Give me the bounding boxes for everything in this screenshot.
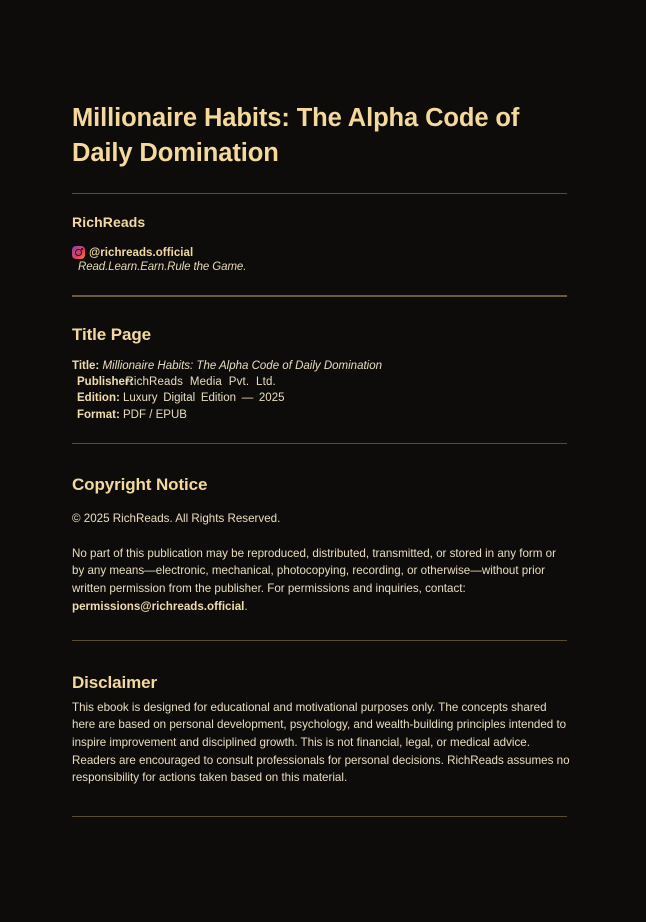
meta-row-format xyxy=(72,407,574,423)
section-heading-copyright: Copyright Notice xyxy=(72,474,208,494)
title-page-meta-list xyxy=(72,345,574,423)
section-heading-title-page: Title Page xyxy=(72,325,151,344)
copyright-text-after-email: . xyxy=(244,600,248,613)
divider-below-disclaimer xyxy=(72,787,574,817)
divider-below-title-page xyxy=(72,423,574,444)
meta-key: Title: xyxy=(72,360,100,372)
copyright-paragraph xyxy=(72,528,569,616)
meta-key: Format: xyxy=(77,408,120,421)
instagram-handle-row[interactable] xyxy=(72,230,574,259)
meta-key: Edition: xyxy=(77,392,120,405)
brand-name: RichReads xyxy=(72,214,146,230)
copyright-text-before-email: No part of this publication may be reproduced, distributed, transmitted, or stored in any form or by any means—electronic, mechanical, photocopying, recording, or otherwise—without prior written permission from the publisher. For permissions and inquiries, contact: xyxy=(72,546,556,596)
brand-tagline: Read.Learn.Earn.Rule the Game. xyxy=(78,261,247,273)
meta-key: Publisher: xyxy=(77,376,134,389)
meta-row-publisher xyxy=(72,374,574,390)
copyright-line: © 2025 RichReads. All Rights Reserved. xyxy=(72,511,281,525)
horizontal-rule xyxy=(72,816,567,817)
meta-row-title xyxy=(72,358,574,374)
meta-value: Millionaire Habits: The Alpha Code of Daily Domination xyxy=(102,360,383,372)
meta-value: Luxury Digital Edition — 2025 xyxy=(123,392,285,405)
divider-below-copyright xyxy=(72,616,574,641)
meta-value: PDF / EPUB xyxy=(123,408,187,421)
instagram-handle-label: @richreads.official xyxy=(89,246,194,259)
page-title: Millionaire Habits: The Alpha Code of Daily Domination xyxy=(72,104,520,167)
meta-row-edition xyxy=(72,390,574,406)
disclaimer-paragraph: This ebook is designed for educational and motivational purposes only. The concepts shared here are based on personal development, psychology, and wealth-building principles intended to inspire improvement and disciplined growth. This is not financial, legal, or medical advice. Readers are encouraged to consult professionals for personal decisions. RichReads assumes no responsibility for actions taken based on this material. xyxy=(72,700,570,785)
permissions-email[interactable]: permissions@richreads.official xyxy=(72,600,245,613)
divider-below-title xyxy=(72,171,574,194)
section-heading-disclaimer: Disclaimer xyxy=(72,672,157,692)
divider-below-brand xyxy=(72,273,574,297)
instagram-icon xyxy=(72,246,85,259)
meta-value: RichReads Media Pvt. Ltd. xyxy=(125,376,276,389)
